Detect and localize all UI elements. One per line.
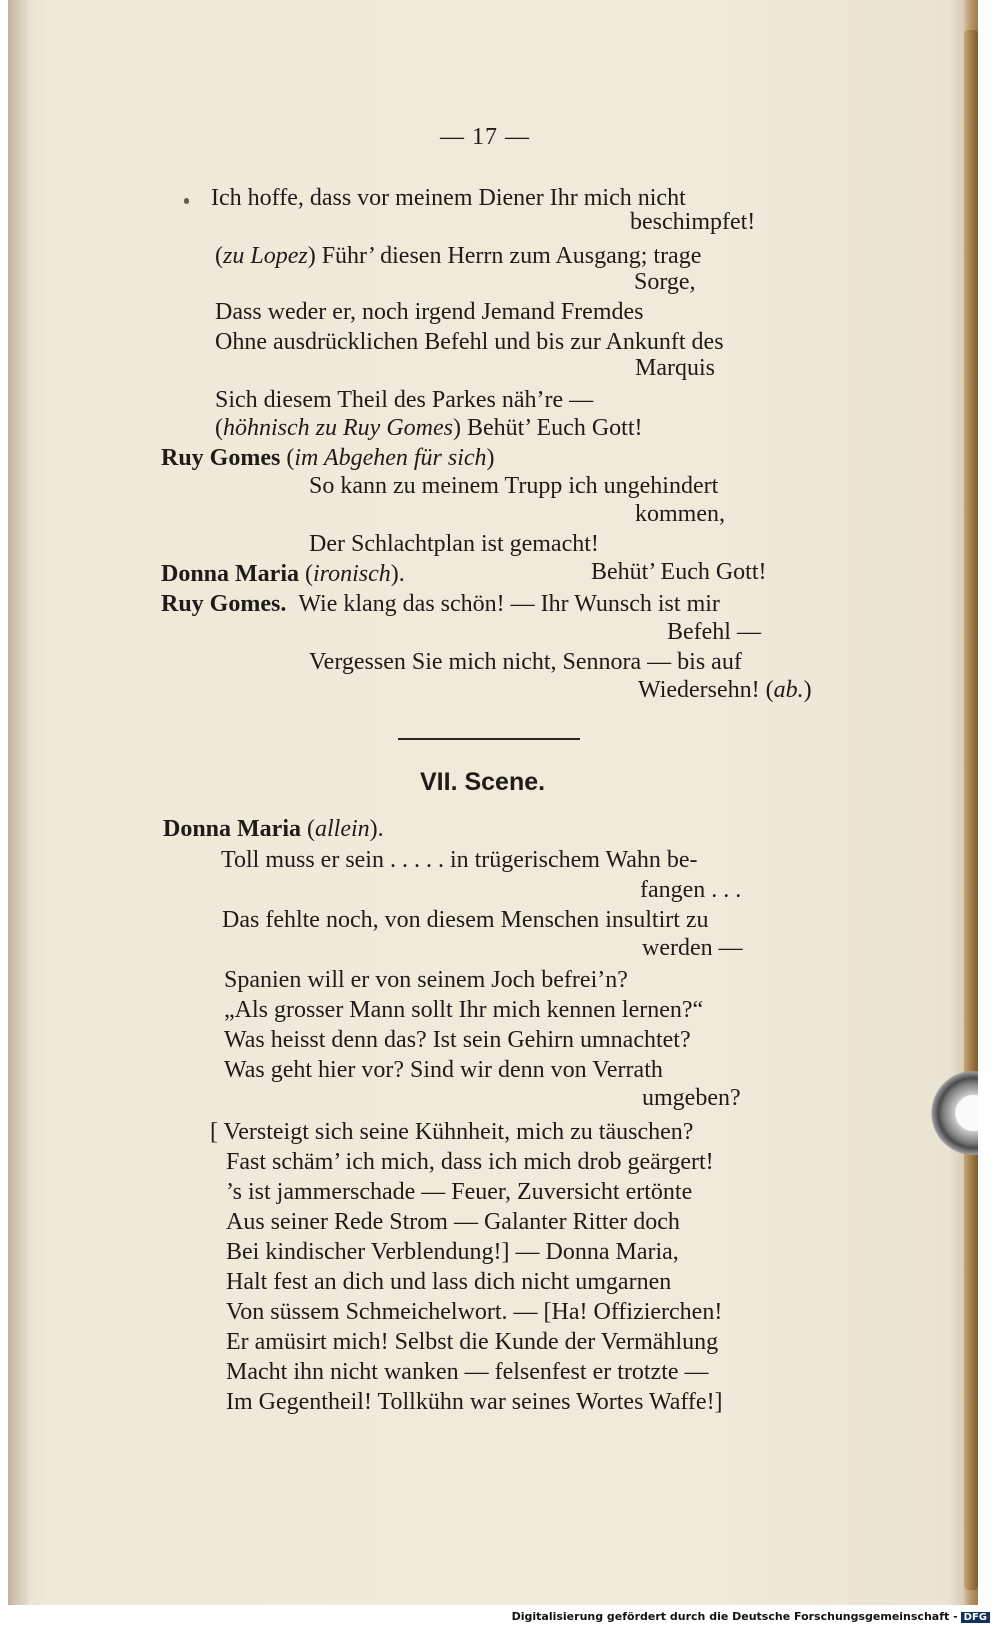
verse-line: Das fehlte noch, von diesem Menschen insultirt zu (222, 907, 709, 933)
verse-line: kommen, (635, 501, 725, 527)
verse-line: Ich hoffe, dass vor meinem Diener Ihr mich nicht (211, 185, 686, 211)
speaker-name: Donna Maria (161, 561, 299, 587)
book-spine-shadow (8, 0, 28, 1605)
verse-line: Bei kindischer Verblendung!] — Donna Maria, (226, 1239, 679, 1265)
verse-line: Vergessen Sie mich nicht, Sennora — bis auf (309, 649, 742, 675)
verse-line: umgeben? (642, 1085, 741, 1111)
verse-line: Von süssem Schmeichelwort. — [Ha! Offizierchen! (226, 1299, 723, 1325)
page-edge (964, 30, 978, 1590)
verse-text: Wiedersehn! (638, 677, 760, 703)
verse-line: Behüt’ Euch Gott! (591, 559, 767, 585)
stage-direction: höhnisch zu Ruy Gomes (223, 415, 453, 441)
verse-line: Macht ihn nicht wanken — felsenfest er trotzte — (226, 1359, 709, 1385)
verse-line: Er amüsirt mich! Selbst die Kunde der Vermählung (226, 1329, 719, 1355)
scanned-page (8, 0, 978, 1605)
verse-text: Führ’ diesen Herrn zum Ausgang; trage (321, 243, 702, 269)
verse-text: Wie klang das schön! — Ihr Wunsch ist mir (298, 591, 720, 617)
margin-mark (184, 198, 189, 204)
verse-line: Im Gegentheil! Tollkühn war seines Wortes Waffe!] (226, 1389, 723, 1415)
credit-text: Digitalisierung gefördert durch die Deutsche Forschungsgemeinschaft - (511, 1610, 958, 1623)
page-number: — 17 — (440, 124, 530, 150)
verse-line: So kann zu meinem Trupp ich ungehindert (309, 473, 719, 499)
verse-line: (zu Lopez) Führ’ diesen Herrn zum Ausgang; trage (215, 243, 702, 269)
verse-line: ’s ist jammerschade — Feuer, Zuversicht ertönte (226, 1179, 693, 1205)
verse-text: Behüt’ Euch Gott! (466, 415, 643, 441)
verse-line: Befehl — (667, 619, 761, 645)
stage-direction: ironisch (313, 561, 391, 587)
scene-heading: VII. Scene. (420, 768, 546, 796)
stage-direction: ab. (773, 677, 804, 703)
verse-line: Der Schlachtplan ist gemacht! (309, 531, 599, 557)
verse-line: Wiedersehn! (ab.) (638, 677, 812, 703)
speaker-name: Ruy Gomes (161, 445, 281, 471)
verse-line: Sorge, (634, 269, 696, 295)
speaker-name: Ruy Gomes. (161, 591, 287, 617)
verse-line: (höhnisch zu Ruy Gomes) Behüt’ Euch Gott! (215, 415, 643, 441)
verse-line: Marquis (635, 355, 715, 381)
verse-line: Spanien will er von seinem Joch befrei’n? (224, 967, 628, 993)
verse-line: Aus seiner Rede Strom — Galanter Ritter doch (226, 1209, 680, 1235)
verse-line: Halt fest an dich und lass dich nicht umgarnen (226, 1269, 672, 1295)
verse-line: [ Versteigt sich seine Kühnheit, mich zu täuschen? (210, 1119, 694, 1145)
verse-line: Was heisst denn das? Ist sein Gehirn umnachtet? (224, 1027, 691, 1053)
digitization-credit (512, 1610, 990, 1623)
speaker-name: Donna Maria (163, 816, 301, 842)
verse-line: „Als grosser Mann sollt Ihr mich kennen lernen?“ (224, 997, 704, 1023)
verse-line: Dass weder er, noch irgend Jemand Fremdes (215, 299, 644, 325)
verse-line: beschimpfet! (630, 209, 756, 235)
verse-line: werden — (642, 935, 743, 961)
speaker-line: Donna Maria (ironisch). (161, 561, 405, 587)
verse-line: Ohne ausdrücklichen Befehl und bis zur Ankunft des (215, 329, 724, 355)
speaker-line: Ruy Gomes (im Abgehen für sich) (161, 445, 495, 471)
page-clip (930, 1068, 978, 1158)
stage-direction: allein (315, 816, 370, 842)
speaker-line (161, 590, 720, 618)
stage-direction: zu Lopez (223, 243, 308, 269)
section-divider (398, 738, 580, 740)
verse-line: Sich diesem Theil des Parkes näh’re — (215, 387, 594, 413)
verse-line: fangen . . . (640, 877, 742, 903)
stage-direction: im Abgehen für sich (294, 445, 487, 471)
verse-line: Toll muss er sein . . . . . in trügerischem Wahn be- (221, 847, 698, 873)
speaker-line: Donna Maria (allein). (163, 816, 384, 842)
verse-line: Was geht hier vor? Sind wir denn von Verrath (224, 1057, 663, 1083)
verse-line: Fast schäm’ ich mich, dass ich mich drob geärgert! (226, 1149, 714, 1175)
dfg-logo: DFG (961, 1612, 990, 1623)
